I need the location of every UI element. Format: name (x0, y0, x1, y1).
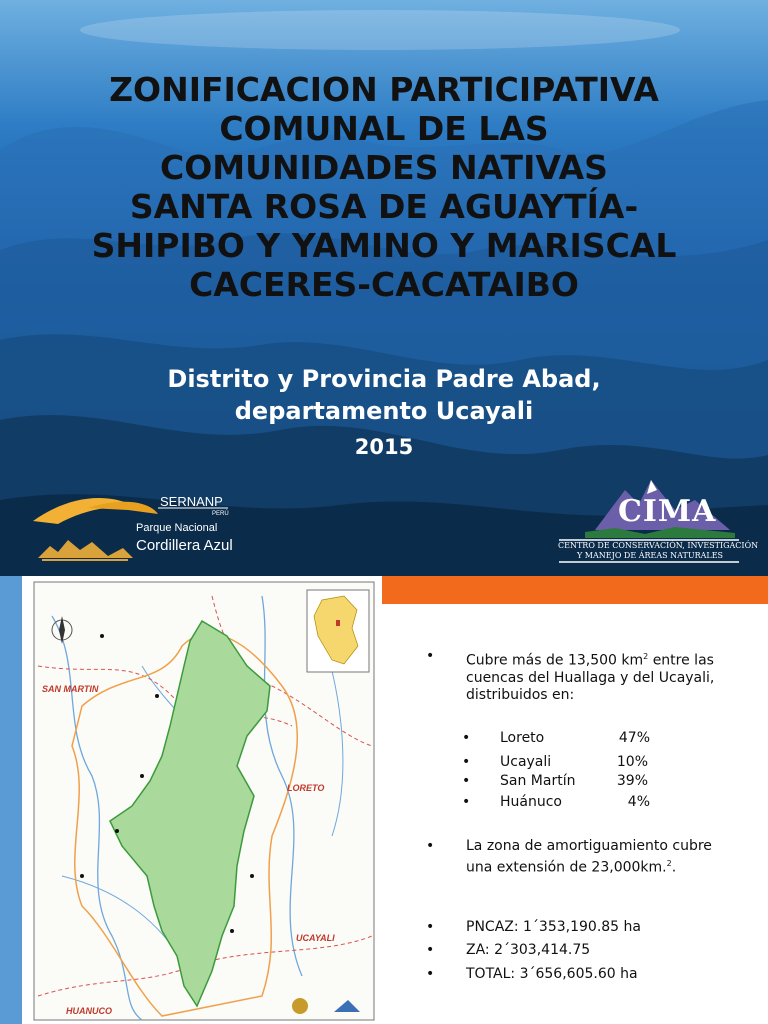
title-line: CACERES-CACATAIBO (189, 265, 579, 304)
region-name: Loreto (500, 730, 545, 746)
buffer-superscript: 2 (666, 859, 672, 868)
bullet-dot: • (462, 754, 471, 770)
bullet-dot: • (462, 730, 471, 746)
buffer-text: La zona de amortiguamiento cubre una extensión de 23,000km. (466, 838, 712, 876)
cima-subtitle-line2: Y MANEJO DE ÁREAS NATURALES (576, 551, 724, 560)
bullet-dot: • (426, 648, 435, 664)
sernanp-label: SERNANP (160, 494, 223, 509)
map-label-huanuco: HUANUCO (66, 1006, 112, 1016)
cima-subtitle-line1: CENTRO DE CONSERVACIÓN, INVESTIGACIÓN (558, 541, 759, 550)
bullet-text (466, 838, 716, 877)
bullet-dot: • (426, 919, 435, 935)
bullet-dot: • (426, 942, 435, 958)
park-map-image (22, 576, 380, 1024)
slide-accent-strip (0, 576, 22, 1024)
region-name: Ucayali (500, 754, 552, 770)
map-label-loreto: LORETO (287, 783, 325, 793)
area-text-rest: entre las cuencas del Huallaga y del Ucayali, distribuidos en: (466, 652, 715, 703)
bullet-text: TOTAL: 3´656,605.60 ha (466, 966, 638, 982)
park-label-line1: Parque Nacional (136, 522, 218, 534)
map-slide (0, 576, 768, 1024)
title-line: SANTA ROSA DE AGUAYTÍA- (129, 187, 639, 226)
map-label-ucayali: UCAYALI (296, 933, 335, 943)
bullet-text (466, 648, 746, 704)
region-percent: 10% (616, 754, 648, 770)
bullet-text: PNCAZ: 1´353,190.85 ha (466, 919, 641, 935)
region-name: San Martín (500, 773, 576, 789)
title-line: COMUNAL DE LAS (219, 109, 549, 148)
sernanp-country-label: PERÚ (212, 511, 229, 517)
slide-year: 2015 (354, 435, 414, 459)
bullet-dot: • (426, 838, 435, 854)
buffer-text-end: . (671, 859, 677, 876)
bullet-dot: • (462, 794, 471, 810)
subtitle-line: Distrito y Provincia Padre Abad, (167, 365, 601, 393)
area-superscript: 2 (643, 652, 649, 661)
slide-subtitle (20, 363, 748, 427)
region-percent: 39% (616, 773, 648, 789)
bullet-text: ZA: 2´303,414.75 (466, 942, 591, 958)
bullet-dot: • (426, 966, 435, 982)
subtitle-line: departamento Ucayali (234, 397, 534, 425)
region-percent: 4% (627, 794, 650, 810)
region-percent: 47% (618, 730, 650, 746)
title-line: SHIPIBO Y YAMINO Y MARISCAL (91, 226, 677, 265)
cima-wordmark: CIMA (618, 494, 717, 529)
slide-title (20, 70, 748, 304)
slide-header-bar (382, 576, 768, 604)
title-line: ZONIFICACION PARTICIPATIVA (109, 70, 659, 109)
area-text: Cubre más de 13,500 km (466, 652, 644, 669)
bullet-dot: • (462, 773, 471, 789)
park-label-line2: Cordillera Azul (136, 537, 233, 554)
region-name: Huánuco (500, 794, 562, 810)
title-line: COMUNIDADES NATIVAS (160, 148, 608, 187)
map-label-san-martin: SAN MARTIN (42, 684, 99, 694)
